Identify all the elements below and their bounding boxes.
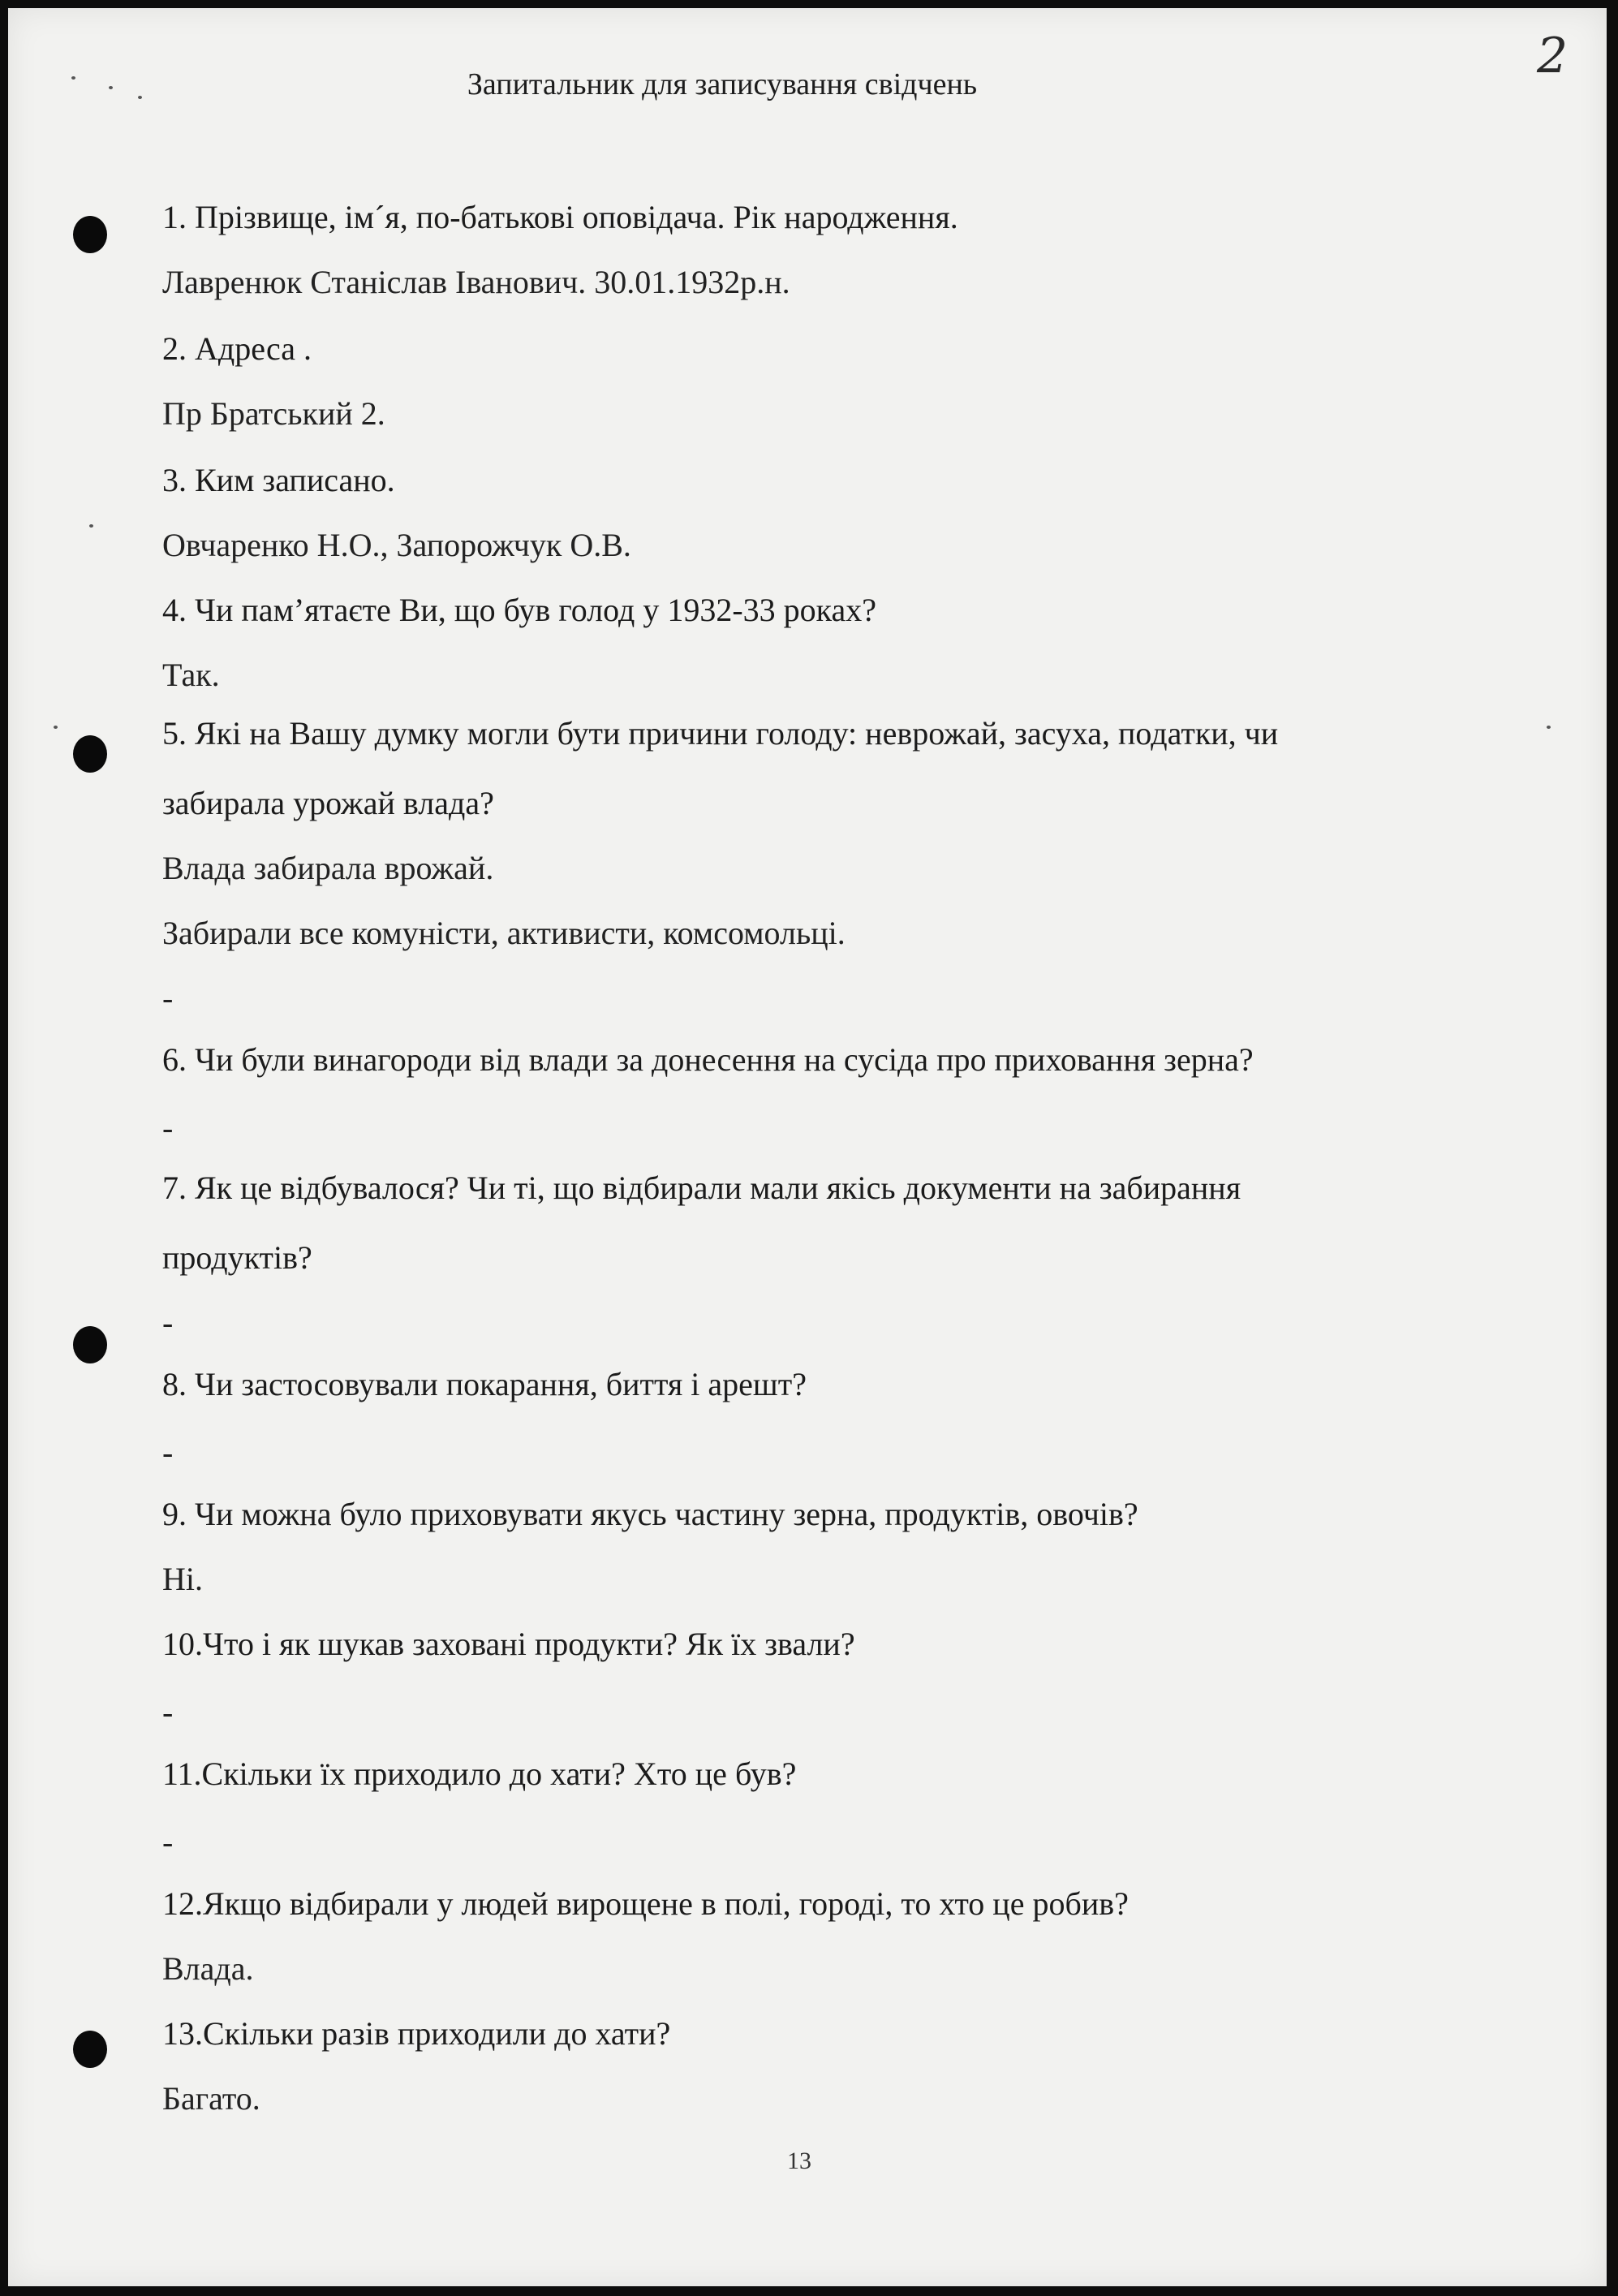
document-title: Запитальник для записування свідчень bbox=[467, 67, 978, 101]
answer-10: - bbox=[162, 1694, 174, 1730]
answer-6: - bbox=[162, 1109, 174, 1146]
punch-hole bbox=[73, 216, 107, 253]
punch-hole bbox=[73, 2031, 107, 2068]
answer-11: - bbox=[162, 1824, 174, 1860]
answer-12: Влада. bbox=[162, 1950, 254, 1987]
answer-9: Ні. bbox=[162, 1561, 203, 1597]
question-6: 6. Чи були винагороди від влади за донесення на сусіда про приховання зерна? bbox=[162, 1041, 1254, 1078]
answer-blank: - bbox=[162, 980, 174, 1016]
dust-speck bbox=[54, 726, 58, 729]
question-7: 7. Як це відбувалося? Чи ті, що відбирали мали якісь документи на забирання bbox=[162, 1170, 1241, 1206]
question-8: 8. Чи застосовували покарання, биття і арешт? bbox=[162, 1366, 807, 1402]
question-7-continued: продуктів? bbox=[162, 1239, 312, 1276]
question-9: 9. Чи можна було приховувати якусь частину зерна, продуктів, овочів? bbox=[162, 1496, 1138, 1532]
answer-1: Лавренюк Станіслав Іванович. 30.01.1932р.н. bbox=[162, 264, 790, 300]
dust-speck bbox=[1547, 726, 1551, 729]
punch-hole bbox=[73, 735, 107, 773]
question-11: 11.Скільки їх приходило до хати? Хто це був? bbox=[162, 1755, 797, 1792]
punch-hole bbox=[73, 1326, 107, 1363]
handwritten-page-mark: 2 bbox=[1537, 28, 1569, 84]
page-number: 13 bbox=[787, 2147, 811, 2174]
answer-13: Багато. bbox=[162, 2080, 260, 2117]
question-10: 10.Что і як шукав заховані продукти? Як їх звали? bbox=[162, 1626, 855, 1662]
question-3: 3. Ким записано. bbox=[162, 462, 395, 498]
document-page bbox=[8, 8, 1607, 2286]
question-5: 5. Які на Вашу думку могли бути причини голоду: неврожай, засуха, податки, чи bbox=[162, 715, 1279, 752]
question-5-continued: забирала урожай влада? bbox=[162, 785, 494, 821]
question-4: 4. Чи пам’ятаєте Ви, що був голод у 1932-33 роках? bbox=[162, 592, 877, 628]
answer-3: Овчаренко Н.О., Запорожчук О.В. bbox=[162, 527, 631, 563]
answer-7: - bbox=[162, 1304, 174, 1341]
dust-speck bbox=[89, 524, 93, 528]
question-2: 2. Адреса . bbox=[162, 330, 312, 367]
answer-4: Так. bbox=[162, 657, 220, 693]
answer-5-continued: Забирали все комуністи, активисти, комсомольці. bbox=[162, 915, 846, 951]
question-13: 13.Скільки разів приходили до хати? bbox=[162, 2015, 671, 2052]
question-1: 1. Прізвище, ім´я, по-батькові оповідача. Рік народження. bbox=[162, 199, 958, 235]
question-12: 12.Якщо відбирали у людей вирощене в полі, городі, то хто це робив? bbox=[162, 1885, 1129, 1922]
answer-5: Влада забирала врожай. bbox=[162, 850, 494, 886]
answer-2: Пр Братський 2. bbox=[162, 395, 385, 432]
answer-8: - bbox=[162, 1434, 174, 1471]
